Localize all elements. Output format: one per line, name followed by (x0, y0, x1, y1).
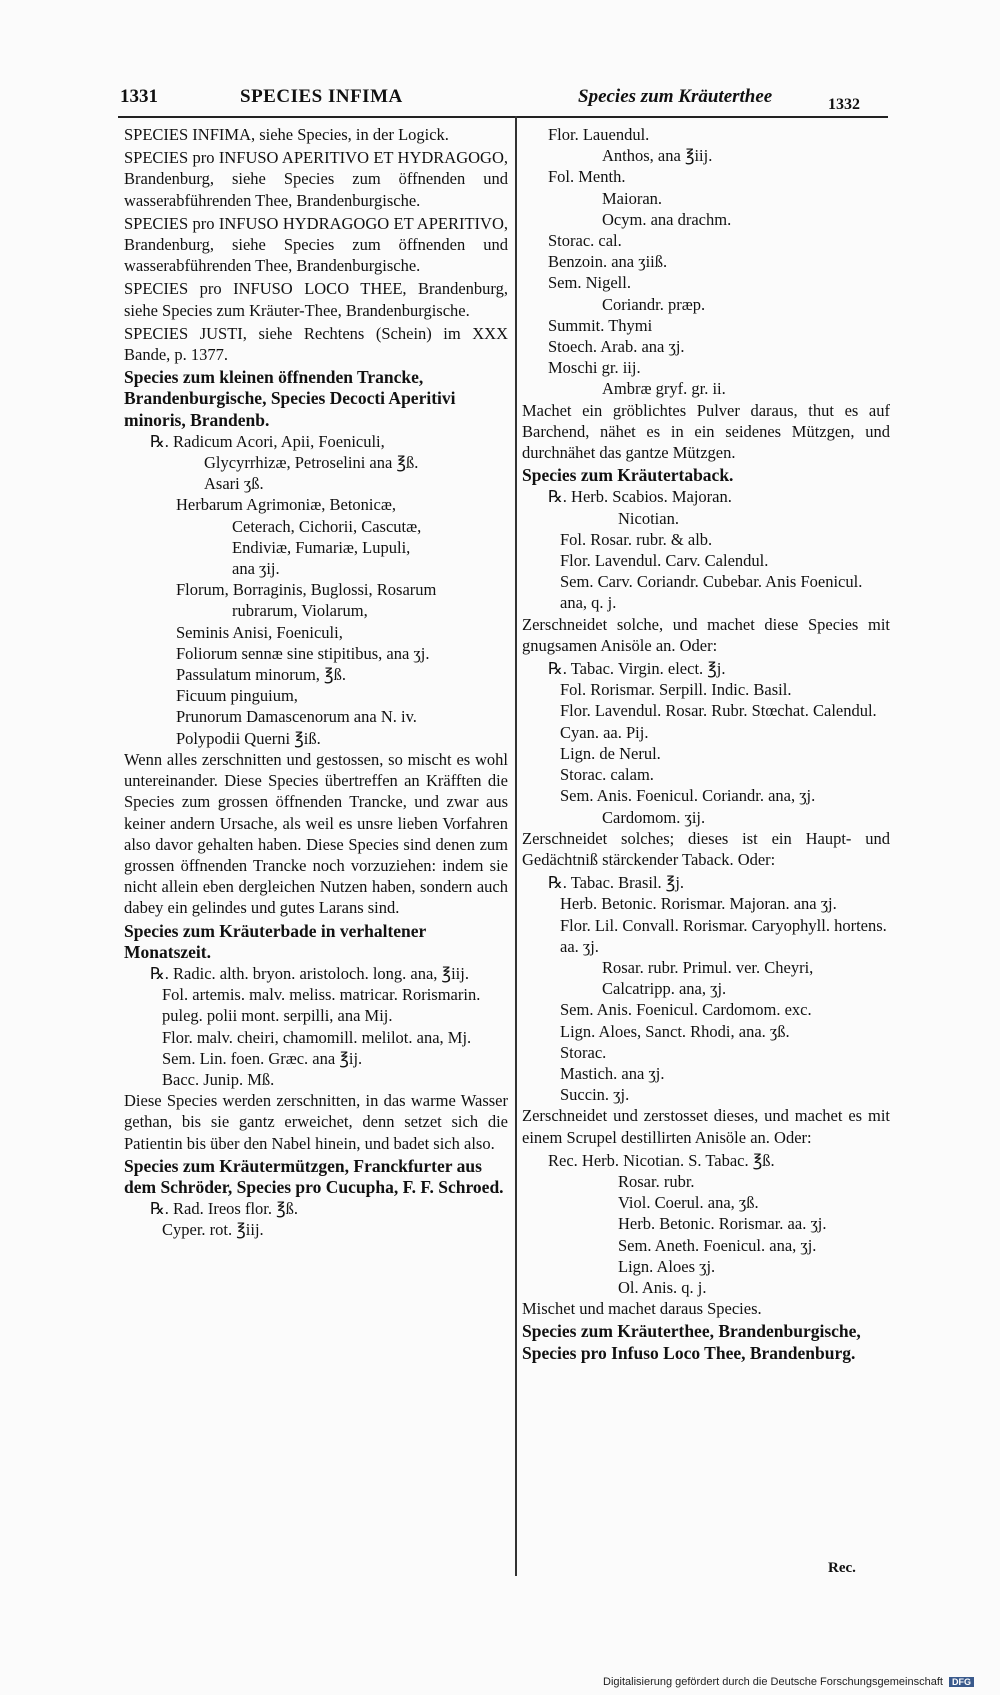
right-column (522, 124, 890, 1364)
text-line: ℞. Tabac. Virgin. elect. ℥j. (548, 659, 726, 679)
text-line: Glycyrrhizæ, Petroselini ana ℥ß. (204, 453, 419, 473)
text-line: Herb. Betonic. Rorismar. Majoran. ana ʒj. (560, 894, 837, 914)
text-line: Rosar. rubr. (618, 1171, 695, 1191)
text-line: Ambræ gryf. gr. ii. (602, 379, 726, 399)
catchword: Rec. (828, 1560, 856, 1576)
text-line: Viol. Coerul. ana, ʒß. (618, 1193, 759, 1213)
text-line: Benzoin. ana ʒiiß. (548, 252, 668, 272)
text-line: Florum, Borraginis, Buglossi, Rosarum (176, 580, 437, 600)
running-title-left: SPECIES INFIMA (240, 86, 403, 107)
text-line: Ol. Anis. q. j. (618, 1277, 707, 1297)
text-line: Prunorum Damascenorum ana N. iv. (176, 707, 417, 727)
text-line: ℞. Radic. alth. bryon. aristoloch. long. ana, ℥iij. (150, 963, 469, 983)
text-line: Rosar. rubr. Primul. ver. Cheyri, Calcatripp. ana, ʒj. (602, 957, 814, 999)
text-line: Fol. Rorismar. Serpill. Indic. Basil. (560, 680, 792, 700)
text-line: Mastich. ana ʒj. (560, 1063, 665, 1083)
text-line: Anthos, ana ℥iij. (602, 146, 713, 166)
text-line: Flor. Lauendul. (548, 125, 650, 144)
text-line: Sem. Nigell. (548, 273, 631, 293)
header-rule (118, 116, 888, 118)
text-line: Lign. de Nerul. (560, 743, 661, 763)
text-line: Zerschneidet und zerstosset dieses, und machet es mit einem Scrupel destillirten Anisöle an. Oder: (522, 1106, 890, 1147)
text-line: Sem. Anis. Foenicul. Coriandr. ana, ʒj. (560, 786, 816, 806)
section-heading: Species zum Kräutermützgen, Franckfurter aus dem Schröder, Species pro Cucupha, F. F. Schroed. (124, 1155, 504, 1197)
page-number-right: 1332 (828, 96, 860, 113)
text-line: Coriandr. præp. (602, 294, 706, 314)
text-line: Flor. Lavendul. Carv. Calendul. (560, 551, 769, 571)
text-line: Passulatum minorum, ℥ß. (176, 665, 346, 685)
text-line: Foliorum sennæ sine stipitibus, ana ʒj. (176, 643, 430, 663)
page-number-left: 1331 (120, 86, 158, 107)
text-line: Asari ʒß. (204, 474, 264, 494)
text-line: Maioran. (602, 188, 663, 208)
text-line: Sem. Aneth. Foenicul. ana, ʒj. (618, 1235, 817, 1255)
text-line: Ocym. ana drachm. (602, 209, 732, 229)
text-line: SPECIES pro INFUSO HYDRAGOGO ET APERITIVO, Brandenburg, siehe Species zum öffnenden und wasserabführenden Thee, Brandenburgische. (124, 213, 508, 276)
text-line: Stoech. Arab. ana ʒj. (548, 337, 685, 357)
text-line: Fol. Rosar. rubr. & alb. (560, 529, 713, 549)
text-line: Lign. Aloes, Sanct. Rhodi, ana. ʒß. (560, 1021, 790, 1041)
text-line: Sem. Carv. Coriandr. Cubebar. Anis Foenicul. ana, q. j. (560, 572, 863, 613)
text-line: Nicotian. (618, 508, 679, 528)
text-line: Zerschneidet solche, und machet diese Species mit gnugsamen Anisöle an. Oder: (522, 614, 890, 655)
text-line: Endiviæ, Fumariæ, Lupuli, (232, 537, 411, 557)
text-line: SPECIES pro INFUSO LOCO THEE, Brandenburg, siehe Species zum Kräuter-Thee, Brandenburgische. (124, 279, 508, 320)
column-divider (515, 116, 517, 1576)
text-line: Diese Species werden zerschnitten, in das warme Wasser gethan, bis sie gantz erweichet, denn setzet sich die Patientin bis über den Nabel hinein, und badet sich also. (124, 1091, 508, 1153)
footer-text: Digitalisierung gefördert durch die Deutsche Forschungsgemeinschaft (603, 1676, 943, 1688)
text-line: Storac. calam. (560, 765, 654, 785)
text-line: ana ʒij. (232, 559, 280, 579)
text-line: rubrarum, Violarum, (232, 601, 368, 621)
text-line: ℞. Tabac. Brasil. ℥j. (548, 873, 685, 893)
text-line: SPECIES JUSTI, siehe Rechtens (Schein) im XXX Bande, p. 1377. (124, 323, 508, 365)
text-line: Fol. Menth. (548, 167, 626, 187)
text-line: Cardomom. ʒij. (602, 807, 706, 827)
text-line: Storac. cal. (548, 231, 622, 251)
text-line: Flor. Lil. Convall. Rorismar. Caryophyll. hortens. aa. ʒj. (560, 915, 887, 956)
text-line: Sem. Anis. Foenicul. Cardomom. exc. (560, 1000, 812, 1020)
text-line: Zerschneidet solches; dieses ist ein Haupt- und Gedächtniß stärckender Taback. Oder: (522, 828, 890, 869)
text-line: Ficuum pinguium, (176, 686, 298, 706)
section-heading: Species zum Kräuterthee, Brandenburgische, Species pro Infuso Loco Thee, Brandenburg. (522, 1321, 861, 1363)
text-line: Seminis Anisi, Foeniculi, (176, 622, 343, 642)
text-line: SPECIES pro INFUSO APERITIVO ET HYDRAGOGO, Brandenburg, siehe Species zum öffnenden und wasserabführenden Thee, Brandenburgische. (124, 148, 508, 210)
section-heading: Species zum kleinen öffnenden Trancke, Brandenburgische, Species Decocti Aperitivi minoris, Brandenb. (124, 367, 456, 430)
text-line: Moschi gr. iij. (548, 358, 641, 378)
text-line: ℞. Rad. Ireos flor. ℥ß. (150, 1199, 299, 1219)
dfg-logo-icon: DFG (949, 1677, 974, 1687)
text-line: Wenn alles zerschnitten und gestossen, so mischt es wohl untereinander. Diese Species übertreffen an Kräfften die Species zum grossen öffnenden Trancke, und zwar aus keiner andern Ursache, als weil es unsre lieben Vorfahren also davor gehalten haben. Diese Species sind denen zum grossen öffnenden Trancke noch vorzuziehen: indem sie nicht allein eben dergleichen Nutzen haben, sondern auch dabey ein gelindes und gutes Larans sind. (124, 749, 508, 918)
text-line: Summit. Thymi (548, 315, 653, 335)
text-line: SPECIES INFIMA, siehe Species, in der Logick. (124, 125, 449, 144)
text-line: Succin. ʒj. (560, 1085, 630, 1105)
text-line: Polypodii Querni ℥iß. (176, 728, 321, 748)
text-line: Mischet und machet daraus Species. (522, 1299, 762, 1319)
text-line: Sem. Lin. foen. Græc. ana ℥ij. (162, 1048, 363, 1068)
text-line: Flor. Lavendul. Rosar. Rubr. Stœchat. Calendul. Cyan. aa. Pij. (560, 701, 877, 742)
text-line: Fol. artemis. malv. meliss. matricar. Rorismarin. puleg. polii mont. serpilli, ana Mij. (162, 985, 481, 1026)
text-line: Herb. Betonic. Rorismar. aa. ʒj. (618, 1214, 827, 1234)
text-line: ℞. Radicum Acori, Apii, Foeniculi, (150, 431, 385, 451)
text-line: Storac. (560, 1042, 607, 1062)
text-line: Machet ein gröblichtes Pulver daraus, thut es auf Barchend, nähet es in ein seidenes Mützgen, und durchnähet das gantze Mützgen. (522, 400, 890, 463)
running-title-right: Species zum Kräuterthee (578, 86, 773, 107)
text-line: ℞. Herb. Scabios. Majoran. (548, 487, 732, 507)
text-line: Flor. malv. cheiri, chamomill. melilot. ana, Mj. (162, 1027, 472, 1047)
text-line: Herbarum Agrimoniæ, Betonicæ, (176, 495, 396, 515)
footer-credit (603, 1676, 974, 1688)
text-line: Lign. Aloes ʒj. (618, 1256, 716, 1276)
text-line: Rec. Herb. Nicotian. S. Tabac. ℥ß. (548, 1150, 775, 1170)
text-line: Ceterach, Cichorii, Cascutæ, (232, 516, 422, 536)
section-heading: Species zum Kräutertaback. (522, 465, 734, 486)
section-heading: Species zum Kräuterbade in verhaltener Monatszeit. (124, 920, 426, 962)
text-line: Cyper. rot. ℥iij. (162, 1220, 264, 1240)
left-column (124, 124, 508, 1241)
text-line: Bacc. Junip. Mß. (162, 1069, 275, 1089)
